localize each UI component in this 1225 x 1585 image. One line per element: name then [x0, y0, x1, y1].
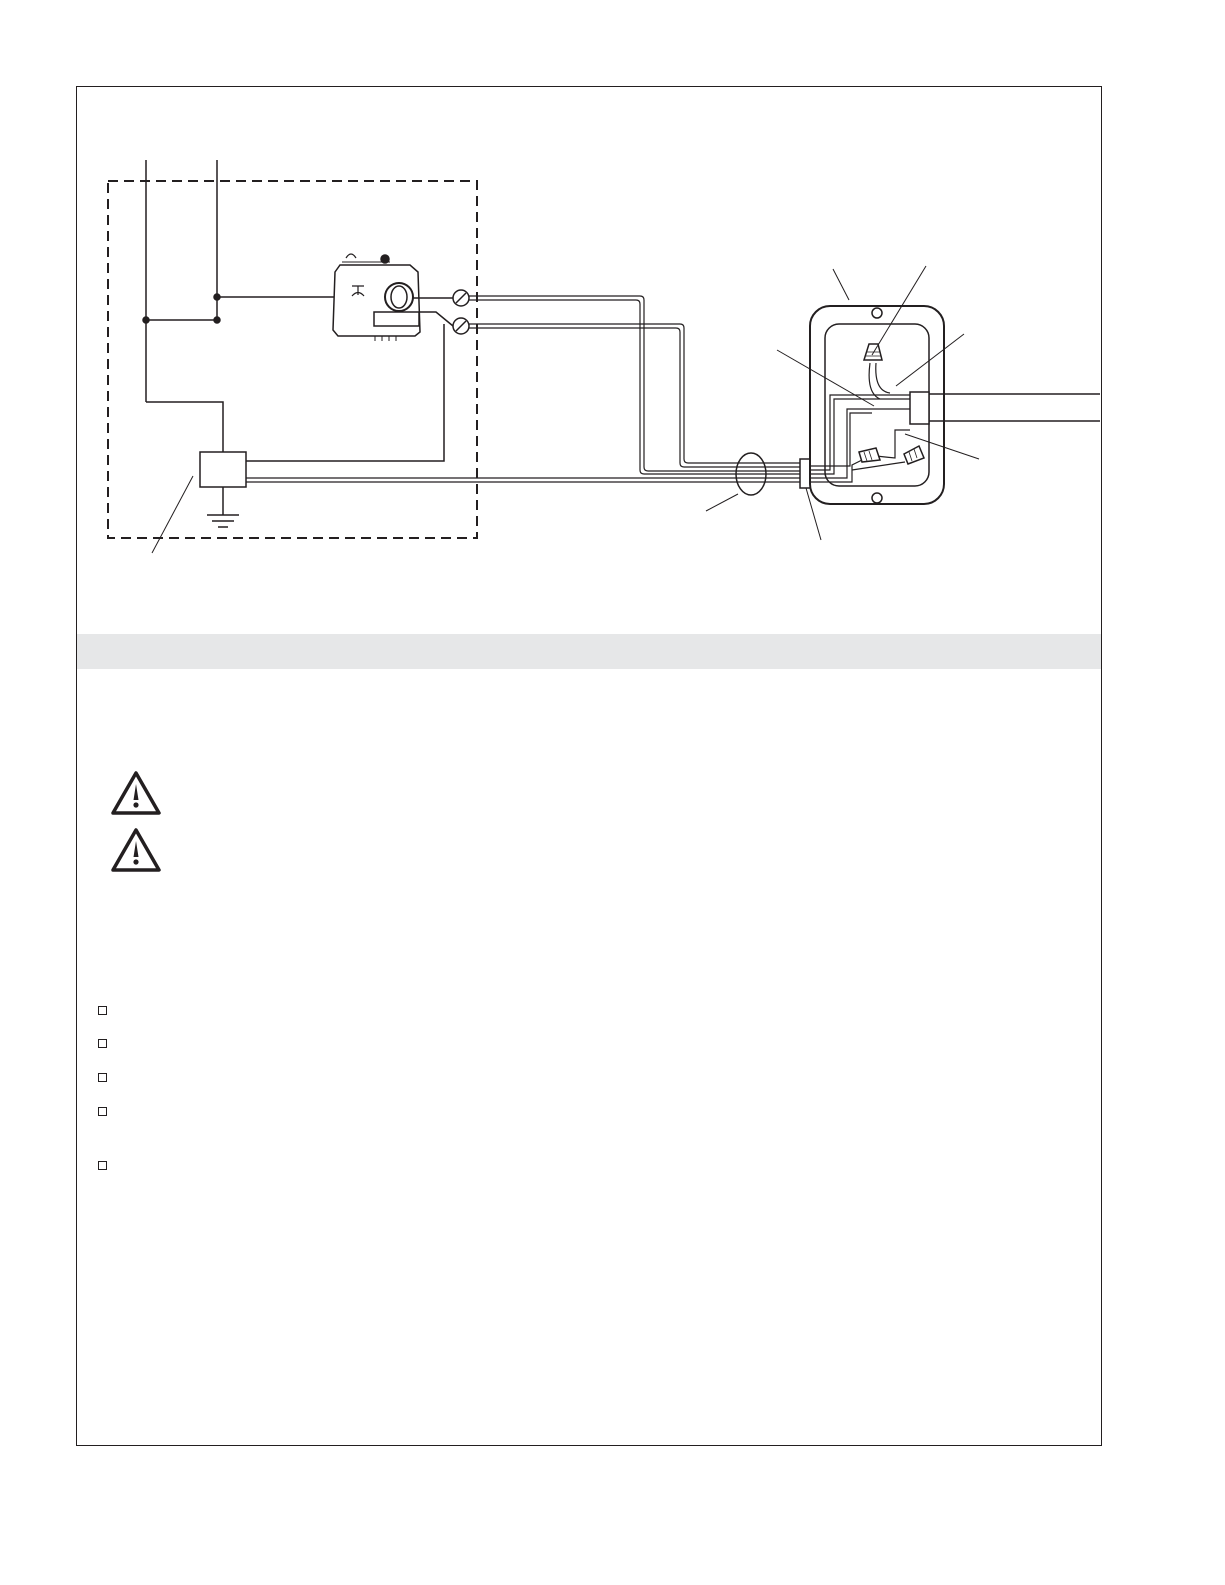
checkbox-icon[interactable]	[98, 1039, 107, 1048]
ground-symbol-icon	[207, 515, 239, 527]
checkbox-icon[interactable]	[98, 1161, 107, 1170]
load-wire-2b	[469, 328, 805, 467]
leader-cable	[706, 494, 738, 511]
neutral-feed	[146, 402, 223, 452]
wiring-diagram	[0, 0, 1225, 700]
warning-triangle-icon	[110, 770, 162, 816]
load-wire-2	[469, 324, 805, 463]
electrical-panel-boundary	[108, 181, 477, 538]
load-wire-1	[469, 296, 805, 471]
checkbox-icon[interactable]	[98, 1006, 107, 1015]
load-wire-1b	[469, 300, 805, 474]
checkbox-icon[interactable]	[98, 1107, 107, 1116]
pigtail-wire	[246, 324, 444, 461]
warning-triangle-icon	[110, 827, 162, 873]
checkbox-icon[interactable]	[98, 1073, 107, 1082]
leader-neutral-block	[152, 476, 193, 553]
leader-box	[833, 269, 849, 300]
fixture-connector	[910, 392, 929, 424]
gfci-breaker-icon	[333, 254, 420, 341]
neutral-ground-block	[200, 452, 246, 487]
